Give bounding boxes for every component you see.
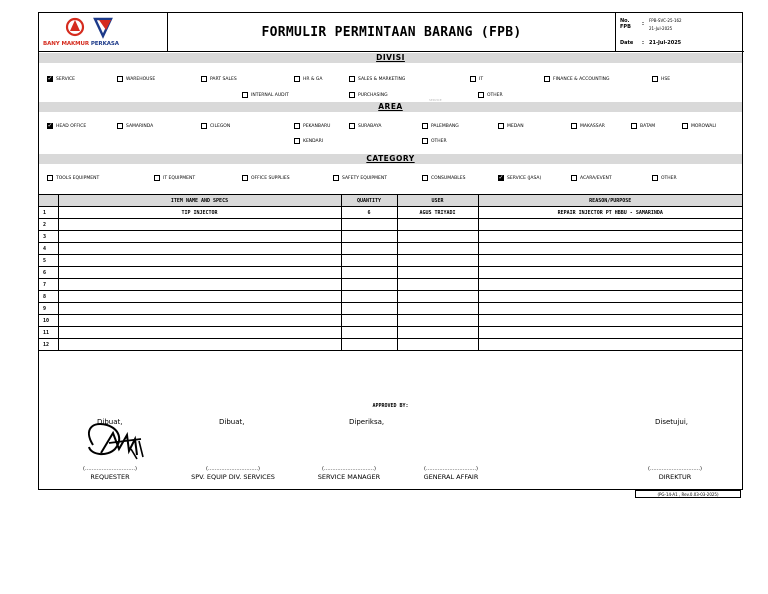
row-number: 1 bbox=[39, 207, 58, 219]
table-row bbox=[39, 243, 742, 255]
divisi-option[interactable] bbox=[470, 76, 483, 82]
divisi-option-label: OTHER bbox=[487, 92, 503, 98]
area-option[interactable] bbox=[294, 123, 330, 129]
table-cell[interactable] bbox=[478, 267, 742, 279]
area-option[interactable] bbox=[47, 123, 86, 129]
area-option[interactable] bbox=[117, 123, 153, 129]
category-option[interactable] bbox=[242, 175, 290, 181]
divisi-checkbox[interactable] bbox=[470, 76, 476, 82]
table-cell[interactable] bbox=[58, 231, 341, 243]
company-name-part1: BANY MAKMUR bbox=[43, 41, 90, 47]
table-cell[interactable] bbox=[478, 219, 742, 231]
category-option-label: OTHER bbox=[661, 175, 677, 181]
table-cell[interactable] bbox=[478, 279, 742, 291]
approved-by-label: APPROVED BY: bbox=[372, 403, 409, 409]
table-row bbox=[39, 339, 742, 351]
row-number: 3 bbox=[39, 231, 58, 243]
company-logo-cell bbox=[39, 13, 168, 52]
sig-sm-dots: (…………………………) bbox=[322, 466, 376, 472]
table-cell[interactable] bbox=[397, 219, 478, 231]
category-option-label: SERVICE (JASA) bbox=[507, 175, 542, 181]
table-cell[interactable] bbox=[397, 267, 478, 279]
row-number: 8 bbox=[39, 291, 58, 303]
area-option-label: SURABAYA bbox=[358, 123, 382, 129]
row-number: 9 bbox=[39, 303, 58, 315]
row-number: 5 bbox=[39, 255, 58, 267]
table-cell[interactable] bbox=[341, 219, 397, 231]
column-header: USER bbox=[397, 195, 478, 207]
divisi-option-label: IT bbox=[479, 76, 484, 82]
area-option[interactable] bbox=[349, 123, 381, 129]
category-checkbox[interactable] bbox=[154, 175, 160, 181]
company-name bbox=[43, 41, 119, 47]
form-meta bbox=[616, 13, 744, 52]
area-option[interactable] bbox=[294, 138, 323, 144]
divisi-checkbox[interactable] bbox=[117, 76, 123, 82]
category-checkbox[interactable] bbox=[333, 175, 339, 181]
divisi-checkbox[interactable] bbox=[294, 76, 300, 82]
divisi-option-label: SALES & MARKETING bbox=[358, 76, 406, 82]
table-cell[interactable] bbox=[478, 327, 742, 339]
company-name-part2: PERKASA bbox=[90, 41, 119, 47]
divisi-option-label: HSE bbox=[661, 76, 671, 82]
table-cell[interactable] bbox=[58, 339, 341, 351]
table-cell[interactable] bbox=[58, 303, 341, 315]
table-cell[interactable] bbox=[397, 315, 478, 327]
category-option[interactable] bbox=[498, 175, 541, 181]
table-row bbox=[39, 291, 742, 303]
row-number: 12 bbox=[39, 339, 58, 351]
sig-requester-role: REQUESTER bbox=[90, 473, 130, 481]
row-number: 11 bbox=[39, 327, 58, 339]
table-cell[interactable] bbox=[397, 303, 478, 315]
category-option-label: OFFICE SUPPLIES bbox=[251, 175, 290, 181]
column-header bbox=[39, 195, 58, 207]
table-cell[interactable] bbox=[341, 291, 397, 303]
area-checkbox[interactable] bbox=[422, 138, 428, 144]
table-cell[interactable] bbox=[478, 243, 742, 255]
divisi-option-label: PURCHASING bbox=[358, 92, 388, 98]
sig-spv-dots: (…………………………) bbox=[206, 466, 260, 472]
category-checkbox[interactable] bbox=[571, 175, 577, 181]
area-checkbox[interactable] bbox=[117, 123, 123, 129]
table-cell[interactable] bbox=[58, 267, 341, 279]
divisi-checkbox[interactable] bbox=[478, 92, 484, 98]
diperiksa-label: Diperiksa, bbox=[349, 418, 385, 426]
divisi-checkbox[interactable] bbox=[201, 76, 207, 82]
row-number: 10 bbox=[39, 315, 58, 327]
divisi-option[interactable] bbox=[544, 76, 610, 82]
area-option[interactable] bbox=[631, 123, 655, 129]
table-cell[interactable] bbox=[58, 291, 341, 303]
table-cell[interactable] bbox=[58, 219, 341, 231]
table-row bbox=[39, 255, 742, 267]
area-option-label: MOROWALI bbox=[691, 123, 717, 129]
area-option-label: MEDAN bbox=[507, 123, 524, 129]
area-option-label: SAMARINDA bbox=[126, 123, 154, 129]
date-colon: : bbox=[642, 40, 644, 46]
date-value: 21-Jul-2025 bbox=[649, 40, 682, 46]
column-header: ITEM NAME AND SPECS bbox=[58, 195, 341, 207]
table-cell[interactable] bbox=[341, 231, 397, 243]
area-option-label: PEKANBARU bbox=[303, 123, 331, 129]
category-option-label: SAFETY EQUIPMENT bbox=[342, 175, 387, 181]
table-cell[interactable] bbox=[58, 327, 341, 339]
divisi-option-label: SERVICE bbox=[56, 76, 75, 82]
area-checkbox[interactable] bbox=[349, 123, 355, 129]
spv-dibuat-label: Dibuat, bbox=[219, 418, 245, 426]
table-cell[interactable] bbox=[397, 255, 478, 267]
sig-dir-role: DIREKTUR bbox=[658, 473, 692, 481]
table-cell[interactable]: AGUS TRIYADI bbox=[397, 207, 478, 219]
items-table bbox=[39, 194, 742, 351]
divisi-option-label: WAREHOUSE bbox=[126, 76, 156, 82]
area-checkbox[interactable] bbox=[294, 138, 300, 144]
table-cell[interactable] bbox=[341, 279, 397, 291]
sig-dir-dots: (…………………………) bbox=[648, 466, 702, 472]
date-label: Date bbox=[620, 40, 634, 46]
company-logo-icon bbox=[61, 16, 121, 42]
table-cell[interactable] bbox=[478, 255, 742, 267]
area-option[interactable] bbox=[498, 123, 524, 129]
no-colon: : bbox=[642, 21, 644, 27]
table-cell[interactable] bbox=[478, 303, 742, 315]
divisi-option-label: PART SALES bbox=[210, 76, 237, 82]
divisi-option[interactable] bbox=[652, 76, 670, 82]
sig-requester bbox=[75, 466, 145, 481]
items-table-header bbox=[39, 195, 742, 207]
table-row bbox=[39, 303, 742, 315]
divisi-option[interactable] bbox=[478, 92, 503, 98]
area-option[interactable] bbox=[201, 123, 230, 129]
table-cell[interactable] bbox=[397, 279, 478, 291]
no-label: No. bbox=[620, 18, 630, 24]
divisi-option[interactable] bbox=[117, 76, 155, 82]
divisi-checkbox[interactable]: ✓ bbox=[47, 75, 53, 82]
divisi-checkbox[interactable] bbox=[242, 92, 248, 98]
area-option-label: OTHER bbox=[431, 138, 447, 144]
sig-ga-role: GENERAL AFFAIR bbox=[423, 473, 479, 481]
divisi-option[interactable] bbox=[47, 76, 75, 82]
category-checkbox[interactable] bbox=[652, 175, 658, 181]
category-option[interactable] bbox=[154, 175, 195, 181]
sig-direktur bbox=[635, 466, 715, 481]
fpb-form bbox=[38, 12, 743, 490]
area-option-label: PALEMBANG bbox=[431, 123, 459, 129]
table-cell[interactable] bbox=[341, 267, 397, 279]
row-number: 2 bbox=[39, 219, 58, 231]
table-row bbox=[39, 219, 742, 231]
category-option[interactable] bbox=[571, 175, 612, 181]
table-cell[interactable] bbox=[58, 315, 341, 327]
column-header: REASON/PURPOSE bbox=[478, 195, 742, 207]
divisi-option-label: HR & GA bbox=[303, 76, 323, 82]
table-cell[interactable] bbox=[397, 339, 478, 351]
divisi-option[interactable] bbox=[349, 92, 388, 98]
table-cell[interactable] bbox=[397, 291, 478, 303]
divisi-checkbox[interactable] bbox=[349, 92, 355, 98]
fpb-number: FPB-SVC-25-162 bbox=[649, 18, 682, 23]
table-cell[interactable]: 6 bbox=[341, 207, 397, 219]
category-option-label: TOOLS EQUIPMENT bbox=[56, 175, 100, 181]
area-checkbox[interactable]: ✓ bbox=[47, 122, 53, 129]
table-cell[interactable] bbox=[397, 327, 478, 339]
table-row bbox=[39, 267, 742, 279]
divisi-option[interactable] bbox=[242, 92, 289, 98]
category-option-label: ACARA/EVENT bbox=[580, 175, 612, 181]
area-option-label: KENDARI bbox=[303, 138, 324, 144]
table-row bbox=[39, 207, 742, 219]
table-cell[interactable] bbox=[58, 243, 341, 255]
divisi-option-label: INTERNAL AUDIT bbox=[251, 92, 289, 98]
category-option[interactable] bbox=[422, 175, 465, 181]
divisi-faint-text: SERVICE bbox=[429, 98, 442, 102]
table-cell[interactable] bbox=[478, 231, 742, 243]
category-option[interactable] bbox=[652, 175, 677, 181]
divisi-option[interactable] bbox=[349, 76, 405, 82]
area-checkbox[interactable] bbox=[201, 123, 207, 129]
table-cell[interactable] bbox=[341, 243, 397, 255]
divisi-checkbox[interactable] bbox=[544, 76, 550, 82]
area-option-label: HEAD OFFICE bbox=[56, 123, 87, 129]
category-checkbox[interactable] bbox=[242, 175, 248, 181]
divisi-checkbox[interactable] bbox=[349, 76, 355, 82]
table-cell[interactable] bbox=[478, 291, 742, 303]
sig-ga-dots: (…………………………) bbox=[424, 466, 478, 472]
divisi-option-label: FINANCE & ACCOUNTING bbox=[553, 76, 610, 82]
sig-service-manager bbox=[307, 466, 391, 481]
divisi-option[interactable] bbox=[201, 76, 237, 82]
area-checkbox[interactable] bbox=[571, 123, 577, 129]
category-section-title: CATEGORY bbox=[39, 154, 742, 164]
category-checkbox[interactable]: ✓ bbox=[498, 174, 504, 181]
table-cell[interactable] bbox=[341, 255, 397, 267]
table-cell[interactable] bbox=[341, 315, 397, 327]
area-option-label: BATAM bbox=[640, 123, 656, 129]
divisi-section-title: DIVISI bbox=[39, 53, 742, 63]
row-number: 4 bbox=[39, 243, 58, 255]
row-number: 6 bbox=[39, 267, 58, 279]
table-cell[interactable] bbox=[341, 327, 397, 339]
fpb-label: FPB bbox=[620, 24, 631, 30]
table-row bbox=[39, 279, 742, 291]
table-cell[interactable] bbox=[478, 339, 742, 351]
table-cell[interactable]: TIP INJECTOR bbox=[58, 207, 341, 219]
table-row bbox=[39, 327, 742, 339]
area-checkbox[interactable] bbox=[294, 123, 300, 129]
requester-signature bbox=[79, 419, 149, 463]
table-row bbox=[39, 231, 742, 243]
area-checkbox[interactable] bbox=[498, 123, 504, 129]
row-number: 7 bbox=[39, 279, 58, 291]
table-cell[interactable] bbox=[341, 303, 397, 315]
table-cell[interactable]: REPAIR INJECTOR PT HBBU - SAMARINDA bbox=[478, 207, 742, 219]
table-cell[interactable] bbox=[58, 255, 341, 267]
category-option[interactable] bbox=[333, 175, 387, 181]
area-option[interactable] bbox=[422, 138, 447, 144]
items-table-body bbox=[39, 207, 742, 351]
disetujui-label: Disetujui, bbox=[655, 418, 689, 426]
area-option-label: CILEGON bbox=[210, 123, 231, 129]
divisi-option[interactable] bbox=[294, 76, 322, 82]
sig-general-affair bbox=[411, 466, 491, 481]
category-checkbox[interactable] bbox=[422, 175, 428, 181]
sig-requester-dots: (…………………………) bbox=[83, 466, 137, 472]
area-option[interactable] bbox=[571, 123, 605, 129]
form-title: FORMULIR PERMINTAAN BARANG (FPB) bbox=[168, 13, 616, 52]
sig-spv-role: SPV. EQUIP DIV. SERVICES bbox=[191, 473, 275, 481]
table-cell[interactable] bbox=[397, 243, 478, 255]
area-checkbox[interactable] bbox=[631, 123, 637, 129]
table-cell[interactable] bbox=[397, 231, 478, 243]
area-section-title: AREA bbox=[39, 102, 742, 112]
area-option[interactable] bbox=[682, 123, 716, 129]
category-checkbox[interactable] bbox=[47, 175, 53, 181]
divisi-checkbox[interactable] bbox=[652, 76, 658, 82]
sig-sm-role: SERVICE MANAGER bbox=[317, 473, 381, 481]
table-cell[interactable] bbox=[341, 339, 397, 351]
area-checkbox[interactable] bbox=[682, 123, 688, 129]
requester-dibuat-label: Dibuat, bbox=[97, 418, 123, 426]
signature-section bbox=[39, 397, 742, 490]
area-checkbox[interactable] bbox=[422, 123, 428, 129]
table-row bbox=[39, 315, 742, 327]
area-option-label: MAKASSAR bbox=[580, 123, 605, 129]
category-option-label: CONSUMABLES bbox=[431, 175, 466, 181]
sig-spv bbox=[177, 466, 289, 481]
fpb-number-date: 21-Jul-2025 bbox=[649, 26, 673, 31]
category-option-label: IT EQUIPMENT bbox=[163, 175, 196, 181]
table-cell[interactable] bbox=[58, 279, 341, 291]
area-option[interactable] bbox=[422, 123, 459, 129]
column-header: QUANTITY bbox=[341, 195, 397, 207]
table-cell[interactable] bbox=[478, 315, 742, 327]
category-option[interactable] bbox=[47, 175, 99, 181]
form-revision-code: (PG-14-A1 , Rev.0.03-03-2025) bbox=[635, 490, 741, 498]
